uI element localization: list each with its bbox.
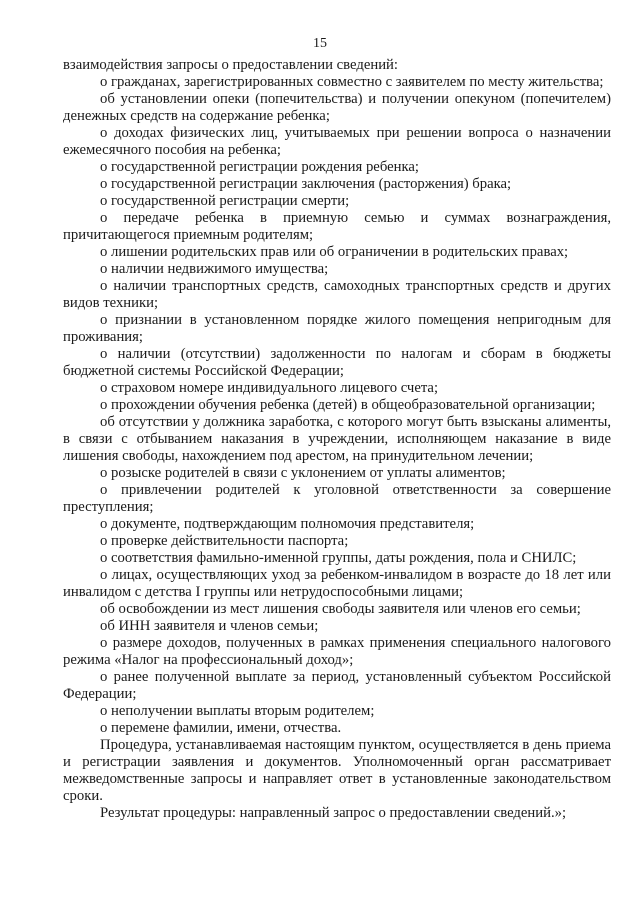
paragraph-result: Результат процедуры: направленный запрос о предоставлении сведений.»;	[100, 805, 567, 821]
list-item: о гражданах, зарегистрированных совместно с заявителем по месту жительства;	[100, 74, 604, 90]
list-item: о перемене фамилии, имени, отчества.	[100, 720, 342, 736]
list-item: о наличии недвижимого имущества;	[100, 261, 329, 277]
list-item: о проверке действительности паспорта;	[100, 533, 349, 549]
list-item: о государственной регистрации заключения (расторжения) брака;	[100, 176, 512, 192]
list-item: о розыске родителей в связи с уклонением от уплаты алиментов;	[100, 465, 506, 481]
list-item: о государственной регистрации рождения ребенка;	[100, 159, 419, 175]
list-item: о лицах, осуществляющих уход за ребенком-инвалидом в возрасте до 18 лет или инвалидом с детства I группы или нетрудоспособными лицами;	[63, 567, 611, 600]
list-item: о передаче ребенка в приемную семью и суммах вознаграждения, причитающегося приемным родителям;	[63, 210, 611, 243]
paragraph-procedure: Процедура, устанавливаемая настоящим пунктом, осуществляется в день приема и регистрации заявления и документов. Уполномоченный орган рассматривает межведомственные запросы и направляет ответ в установленные законодательством сроки.	[63, 737, 611, 804]
list-item: о страховом номере индивидуального лицевого счета;	[100, 380, 439, 396]
list-item: об ИНН заявителя и членов семьи;	[100, 618, 319, 634]
list-item: о наличии транспортных средств, самоходных транспортных средств и других видов техники;	[63, 278, 611, 311]
list-item: о документе, подтверждающим полномочия представителя;	[100, 516, 475, 532]
list-item: о размере доходов, полученных в рамках применения специального налогового режима «Налог на профессиональный доход»;	[63, 635, 611, 668]
list-item: об освобождении из мест лишения свободы заявителя или членов его семьи;	[100, 601, 581, 617]
list-item: об установлении опеки (попечительства) и получении опекуном (попечителем) денежных средств на содержание ребенка;	[63, 91, 611, 124]
list-item: о прохождении обучения ребенка (детей) в общеобразовательной организации;	[100, 397, 596, 413]
list-item: о привлечении родителей к уголовной ответственности за совершение преступления;	[63, 482, 611, 515]
paragraph-intro: взаимодействия запросы о предоставлении сведений:	[63, 57, 398, 73]
list-item: о лишении родительских прав или об ограничении в родительских правах;	[100, 244, 569, 260]
list-item: об отсутствии у должника заработка, с которого могут быть взысканы алименты, в связи с отбыванием наказания в учреждении, исполняющем наказание в виде лишения свободы, нахождением под арестом, на принудительном лечении;	[63, 414, 611, 464]
page-number: 15	[313, 36, 327, 51]
document-text	[63, 57, 611, 822]
list-item: о наличии (отсутствии) задолженности по налогам и сборам в бюджеты бюджетной системы Российской Федерации;	[63, 346, 611, 379]
list-item: о соответствия фамильно-именной группы, даты рождения, пола и СНИЛС;	[100, 550, 577, 566]
list-item: о ранее полученной выплате за период, установленный субъектом Российской Федерации;	[63, 669, 611, 702]
list-item: о признании в установленном порядке жилого помещения непригодным для проживания;	[63, 312, 611, 345]
list-item: о государственной регистрации смерти;	[100, 193, 350, 209]
list-item: о доходах физических лиц, учитываемых при решении вопроса о назначении ежемесячного пособия на ребенка;	[63, 125, 611, 158]
list-item: о неполучении выплаты вторым родителем;	[100, 703, 375, 719]
